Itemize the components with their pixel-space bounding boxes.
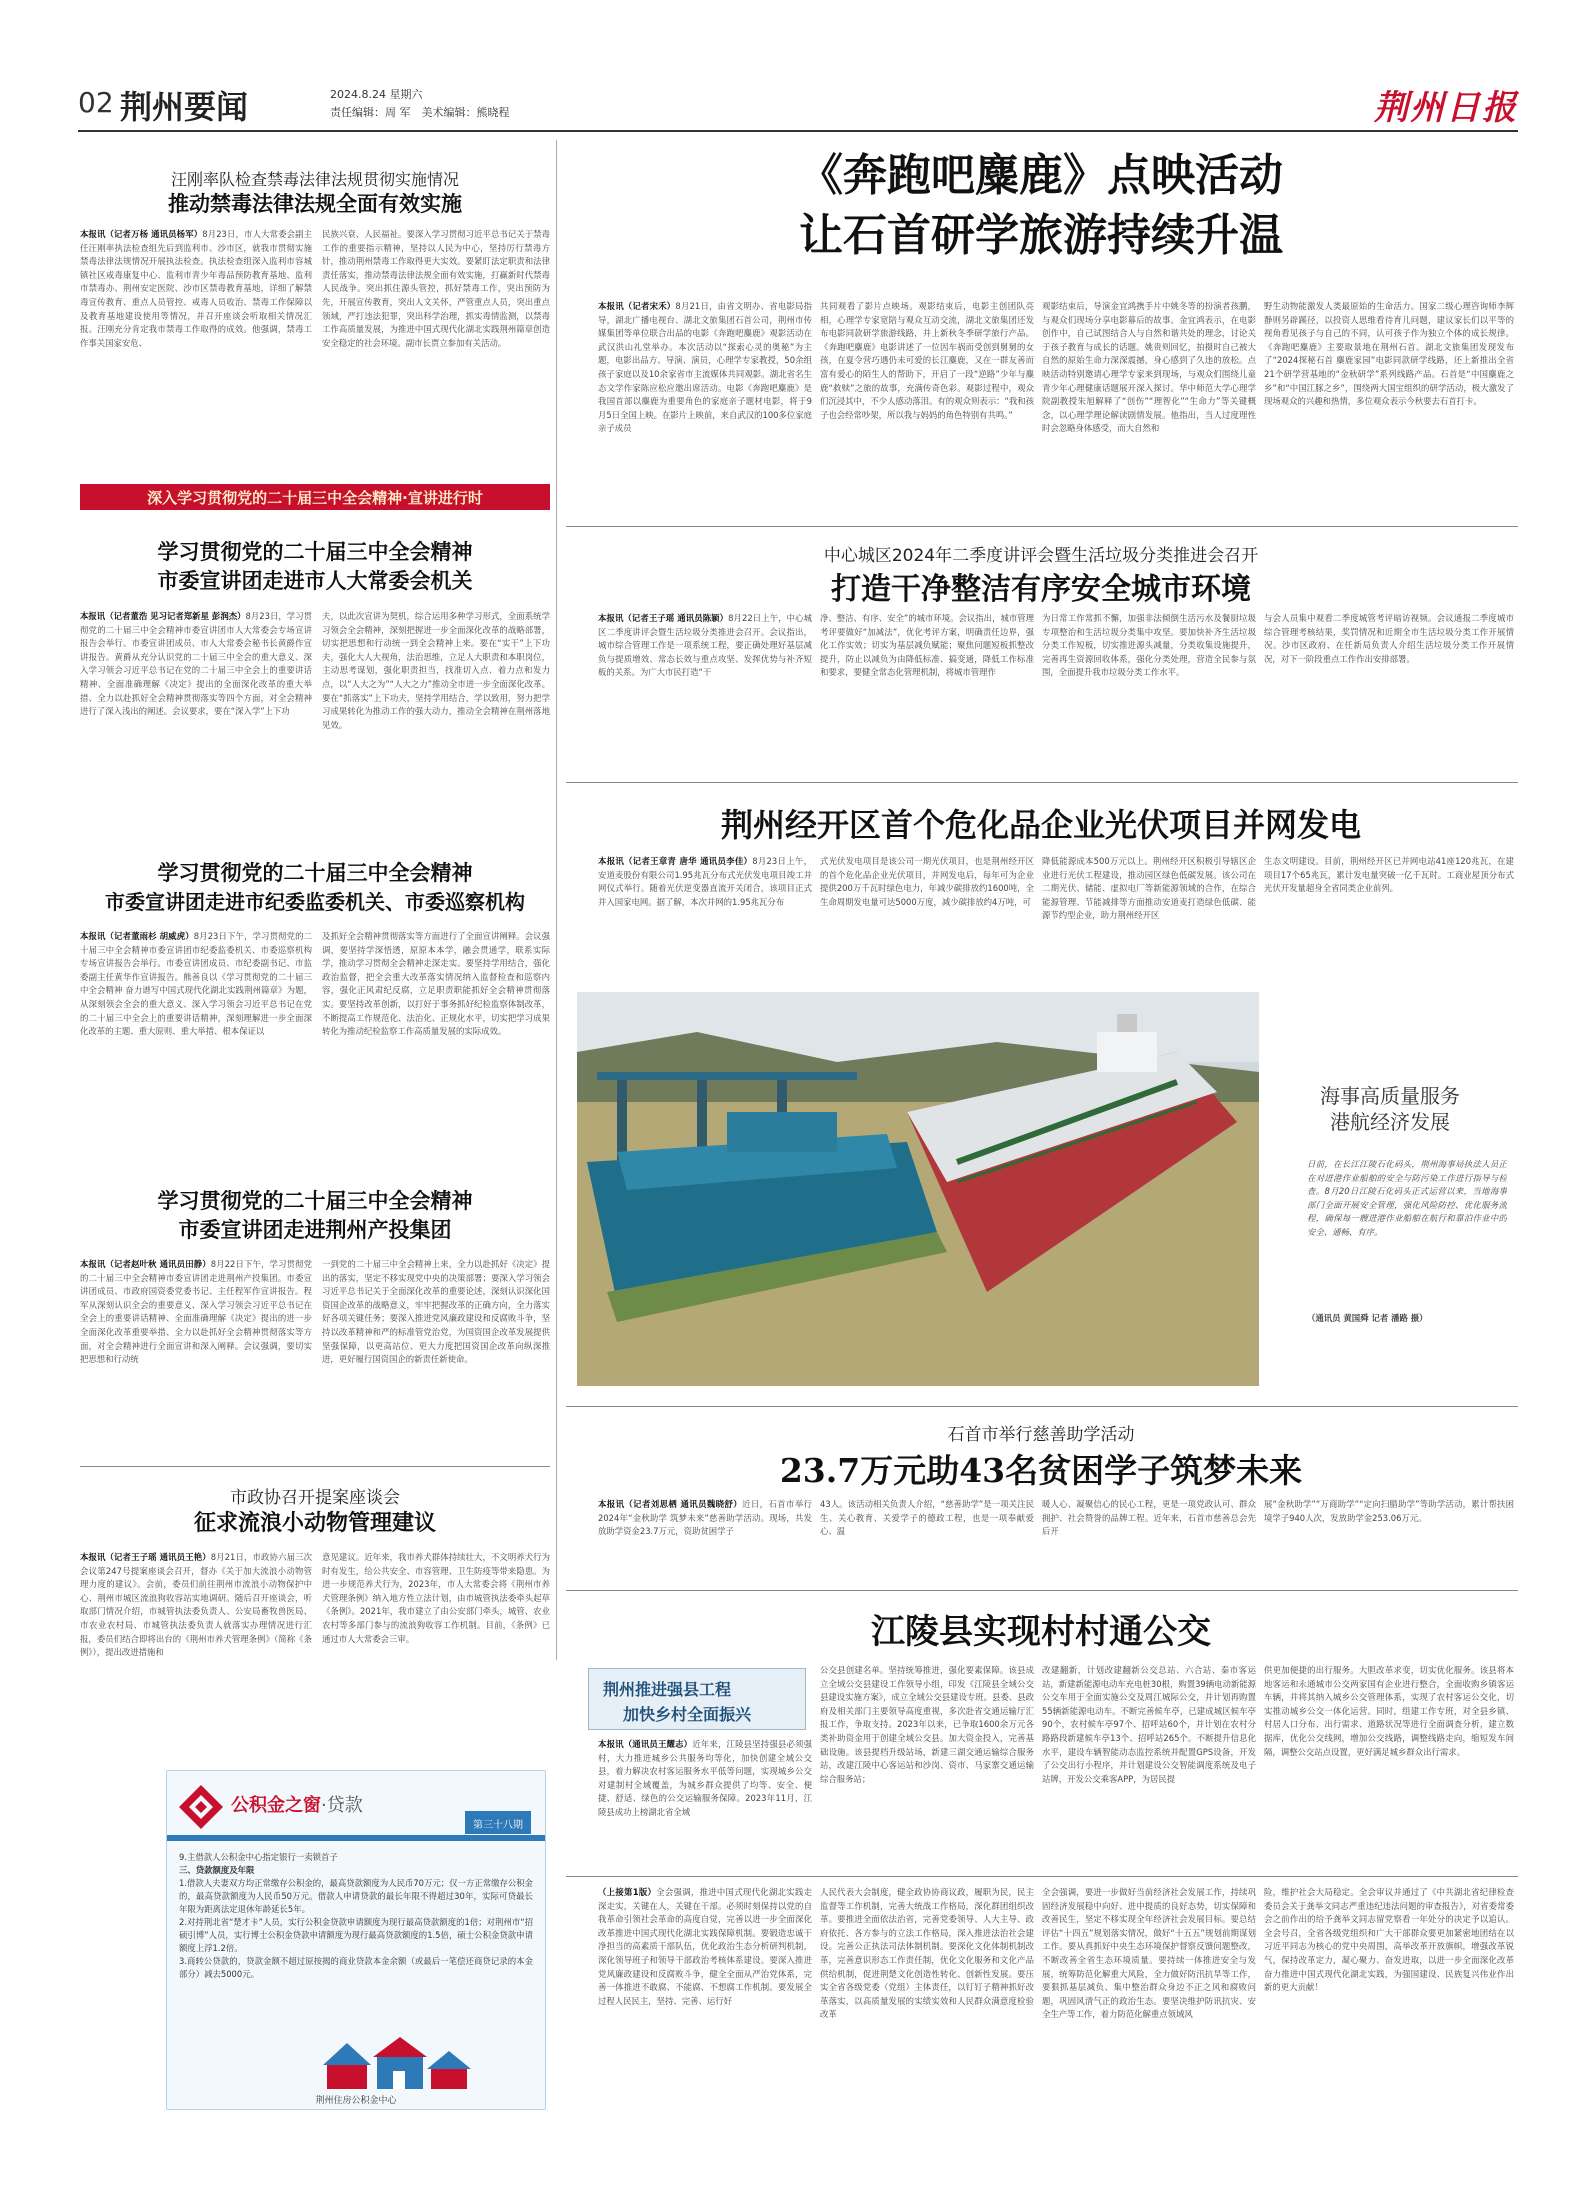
- gjj-title-text: 公积金之窗: [231, 1795, 321, 1816]
- b5-lead: 本报讯（通讯员王耀志）: [598, 1739, 693, 1749]
- caption-title-line2: 港航经济发展: [1330, 1110, 1450, 1134]
- b1-lead: 本报讯（记者宋禾）: [598, 301, 676, 311]
- a3-title-line1: 学习贯彻党的二十届三中全会精神: [157, 860, 473, 885]
- b5-box-line1: 荆州推进强县工程: [603, 1680, 732, 1699]
- a1-title: 推动禁毒法律法规全面有效实施: [168, 191, 462, 216]
- a2-lead: 本报讯（记者董浩 见习记者郑新星 彭润杰）: [80, 611, 246, 621]
- a4-col2: 一到党的二十届三中全会精神上来，全力以赴抓好《决定》提出的落实，坚定不移实现党中央的决策部署；要深入学习领会习近平总书记关于全面深化改革的重要论述，深刻认识深化国资国企改革的战略意义，牢牢把握改革的正确方向，全力落实好各项关键任务；要深入推进党风廉政建设和反腐败斗争，坚持以改革精神和严的标准管党治党，为国资国企改革发展提供坚强保障，以更高站位、更大力度把国资国企改革向纵深推进，更好履行国资国企的新责任新使命。: [322, 1259, 550, 1365]
- masthead: [78, 80, 1518, 134]
- a5-col2: 意见建议。近年来，我市养犬群体持续壮大，不文明养犬行为时有发生，给公共安全、市容管理、卫生防疫等带来隐患。为进一步规范养犬行为，2023年，市人大常委会将《荆州市养犬管理条例》纳入地方性立法计划，由市城管执法委牵头起草《条例》。2021年，我市建立了由公安部门牵头，城管、农业农村等多部门参与的流浪狗收容工作机制。目前，《条例》已通过市人大常委会三审。: [322, 1552, 550, 1644]
- section-title: 荆州要闻: [120, 88, 249, 126]
- b1-text-1: 8月21日，由省文明办、省电影局指导，湖北广播电视台、湖北文旅集团石首公司，荆州市传媒集团等单位联合出品的电影《奔跑吧麋鹿》观影活动在武汉洪山礼堂举办。本次活动以“探索心灵的奥秘”为主题，电影出品方、导演、演员，心理学专家教授，50余组孩子家庭以及10余家省市主流媒体共同观影。湖北省名生态文学作家陈应松应邀出席活动。电影《奔跑吧麋鹿》是我国首部以麋鹿为重要角色的家庭亲子题材电影，将于9月5日全国上映。在影片上映前，来自武汉的100多位家庭亲子成员: [598, 301, 812, 434]
- b3-col1: [598, 855, 812, 947]
- section-banner: [80, 484, 550, 510]
- editors: 责任编辑：周 军 美术编辑：熊晓程: [330, 106, 510, 119]
- ship-scene: [577, 992, 1259, 1386]
- b6-lead: （上接第1版）: [598, 1887, 657, 1897]
- a3-col1: [80, 930, 312, 1158]
- b6-text-1: 全会强调，推进中国式现代化湖北实践走深走实，关键在人，关键在干部。必须时刻保持以党的自我革命引领社会革命的高度自觉，完善以进一步全面深化改革推进中国式现代化湖北实践保障机制。要锻造忠诚干净担当的高素质干部队伍，优化政治生态分析研判机制，深化领导班子和领导干部政治考核体系建设。要深入推进党风廉政建设和反腐败斗争，健全全面从严治党体系，完善一体推进不敢腐、不能腐、不想腐工作机制。要发展全过程人民民主，坚持、完善、运行好: [598, 1887, 812, 2006]
- a5-title: 征求流浪小动物管理建议: [193, 1510, 436, 1536]
- b1-bottom-rule: [566, 526, 1518, 527]
- a5-col1: [80, 1551, 312, 1751]
- a2-text-1: 8月23日，学习贯彻党的二十届三中全会精神市委宣讲团市人大常委会专场宣讲报告会举行。市委宣讲团成员、市人大常委会秘书长黄爵作宣讲报告。黄爵从充分认识党的二十届三中全会的重大意义、深入学习领会习近平总书记在党的二十届三中全会上的重要讲话精神、全面准确理解《决定》提出的全面深化改革的重大举措、全力以赴抓好全会精神贯彻落实等四个方面，对全会精神进行了深入浅出的阐述。会议要求，要在“深入学”上下功: [80, 611, 312, 717]
- b5-text-1: 近年来，江陵县坚持强县必须强村，大力推进城乡公共服务均等化，加快创建全域公交县，着力解决农村客运服务水平低等问题，实现城乡公交对建制村全域覆盖，为城乡群众提供了均等、安全、便捷、舒适、绿色的公交运输服务保障。2023年11月，江陵县成功上榜湖北省全域: [598, 1739, 812, 1817]
- photo-caption-box: [1263, 1040, 1517, 1360]
- b4-bottom-rule: [566, 1590, 1518, 1591]
- b5-col2: 公交县创建名单。坚持统筹推进，强化要素保障。该县成立全域公交县建设工作领导小组，印发《江陵县全域公交县建设实施方案》，成立全域公交县建设专班。县委、县政府及相关部门主要领导高度重视，多次赴省交通运输厅汇报工作，争取支持。2023年以来，已争取1600余万元各类补助资金用于创建全域公交县。加大资金投入，完善基础设施。该县提档升级站场，新建三湖交通运输综合服务站，改建江陵中心客运站和沙岗、资市、马家寨交通运输综合服务站；: [820, 1665, 1034, 1784]
- houses-illustration: [317, 2033, 477, 2093]
- a4-title-line1: 学习贯彻党的二十届三中全会精神: [157, 1188, 473, 1213]
- b4-col4: 展“金秋助学”“万商助学”“定向扫腊助学”等助学活动，累计帮扶困境学子940人次，发放助学金253.06万元。: [1264, 1499, 1514, 1523]
- caption-title-line1: 海事高质量服务: [1320, 1084, 1460, 1108]
- gjj-issue-text: 第三十八期: [473, 1820, 523, 1831]
- column-divider: [556, 140, 557, 1660]
- a4-col1: [80, 1258, 312, 1446]
- b4-col2: 43人。该活动相关负责人介绍，“慈善助学”是一项关注民生、关心教育、关爱学子的德政工程，也是一项奉献爱心、温: [820, 1499, 1034, 1537]
- photo-bottom-rule: [566, 1406, 1518, 1407]
- b5-title: 江陵县实现村村通公交: [871, 1612, 1211, 1652]
- a4-bottom-rule: [80, 1466, 550, 1467]
- b1-col4: 野生动物能激发人类最原始的生命活力。国家二级心理咨询师李辉静则另辟蹊径，以投资人思维看待育儿问题，建议家长们以平等的视角看见孩子与自己的不同，认可孩子作为独立个体的成长规律。《奔跑吧麋鹿》主要取景地在荆州石首。湖北文旅集团发现发布了“2024探秘石首 麋鹿家园”电影同款研学线路，还上新推出全省21个研学营基地的“金秋研学”系列线路产品。石首是“中国麋鹿之乡”和“中国江豚之乡”，围绕两大国宝组织的研学活动，极大激发了现场观众的兴趣和热情，多位观众表示今秋要去石首打卡。: [1264, 301, 1514, 407]
- b4-kicker: 石首市举行慈善助学活动: [947, 1425, 1135, 1445]
- page-number: 02: [78, 86, 114, 119]
- gjj-footer: 荆州住房公积金中心: [315, 2096, 397, 2106]
- a3-title-line2: 市委宣讲团走进市纪委监委机关、市委巡察机构: [105, 890, 525, 914]
- b2-col2: 净、整洁、有序、安全”的城市环境。会议指出，城市管理考评要做好“加减法”，优化考评方案，明确责任边界，强化工作实效；切实为基层减负赋能；聚焦问题短板抓整改提升，防止以减负为由降低标准、搞变通，降低工作标准和要求，要健全常态化管理机制，将城市管理作: [820, 613, 1034, 678]
- b3-lead: 本报讯（记者王章青 唐华 通讯员李佳）: [598, 856, 753, 866]
- b6-col3: 全会强调，要进一步做好当前经济社会发展工作，持续巩固经济发展稳中向好、进中提质的良好态势，切实保障和改善民生，坚定不移实现全年经济社会发展目标。要总结评估“十四五”规划落实情况，做好“十五五”规划前期谋划工作。要从真抓好中央生态环境保护督察反馈问题整改，不断改善全省生态环境质量。要持续一体推进安全与发展，统筹防范化解重大风险，全力做好防汛抗旱等工作，要狠抓基层减负、集中整治群众身边不正之风和腐败问题，巩固风清气正的政治生态。要坚决维护防讯抗灾、安全生产等工作，着力防范化解重点领域风: [1042, 1887, 1256, 2020]
- news-photo: [577, 992, 1259, 1386]
- b6-col4: 险，维护社会大局稳定。全会审议并通过了《中共湖北省纪律检查委员会关于龚举文同志严重违纪违法问题的审查报告》，对省委常委会之前作出的给予龚举文同志留党察看一年处分的决定予以追认。全会号召，全省各级党组织和广大干部群众要更加紧密地团结在以习近平同志为核心的党中央周围，高举改革开放旗帜，增强改革锐气，保持改革定力，凝心聚力、奋发进取，以进一步全面深化改革奋力推进中国式现代化湖北实践，为强国建设、民族复兴伟业作出新的更大贡献！: [1264, 1887, 1514, 1993]
- a4-lead: 本报讯（记者赵叶秋 通讯员田静）: [80, 1259, 211, 1269]
- a2-title-line1: 学习贯彻党的二十届三中全会精神: [157, 539, 473, 564]
- gjj-item-4: 2.对持荆北省“楚才卡”人员，实行公积金贷款申请额度为现行最高贷款额度的1倍；对荆州市“招硕引博”人员，实行博士公积金贷款申请额度为现行最高贷款额度的1.5倍，硕士公积金贷款申请额度上浮1.2倍。: [179, 1917, 533, 1953]
- b1-col2: 共同观看了影片点映场。观影结束后，电影主创团队亮相，心理学专家宽陪与观众互动交流，湖北文旅集团还发布电影同款研学旅游线路，并上新秋冬季研学旅行产品。《奔跑吧麋鹿》电影讲述了一位因车祸而受创到舅舅的女孩，在夏令营巧遇仍未可爱的长江麋鹿，又在一群友善而富有爱心的陌生人的帮助下，开启了一段“逆路”少年与麋鹿“救赎”之旅的故事，充满传奇色彩。观影过程中，观众们沉浸其中，不少人感动落泪。有的观众则表示：“我和孩子也会经常吵架，所以我与妈妈的角色特别有共鸣。”: [820, 301, 1034, 420]
- a5-kicker: 市政协召开提案座谈会: [230, 1488, 400, 1508]
- b1-title-line2: 让石首研学旅游持续升温: [799, 210, 1283, 261]
- a5-text-1: 8月21日，市政协六届三次会议第247号提案座谈会召开，督办《关于加大流浪小动物管理力度的建议》。会前，委员们前往荆州市流浪小动物保护中心、荆州市城区流浪狗收容站实地调研。随后召开座谈会，听取部门情况介绍，市城管执法委负责人、公安局畜牧兽医局、市农业农村局、市城管执法委负责人就落实办理情况进行汇报，委员们结合即将出台的《荆州市养犬管理条例》（简称《条例》），提出改进措施和: [80, 1552, 312, 1658]
- masthead-rule: [78, 130, 1518, 132]
- b3-col2: 式光伏发电项目是该公司一期光伏项目，也是荆州经开区的首个危化品企业光伏项目，并网发电后，每年可为企业提供200万千瓦时绿色电力，年减少碳排放约1600吨，全生命周期发电量可达5000万度，减少碳排放约4万吨，可: [820, 856, 1034, 907]
- gjj-item-5: 3.商转公贷款的，贷款金额不超过原按揭的商业贷款本金余额（或最后一笔偿还商贷记录的本金部分）减去5000元。: [179, 1956, 533, 1979]
- b2-col1: [598, 612, 812, 716]
- b5-feature-box: [588, 1668, 806, 1730]
- a4-text-1: 8月22日下午，学习贯彻党的二十届三中全会精神市委宣讲团走进荆州产投集团。市委宣讲团成员、市政府国资委党委书记、主任程军作宣讲报告。程军从深刻认识全会的重要意义、深入学习领会习近平总书记在全会上的重要讲话精神、全面准确理解《决定》提出的进一步全面深化改革重要举措、全力以赴抓好全会精神贯彻落实等方面，对全会精神进行全面宣讲和深入阐释。会议强调，要切实把思想和行动统: [80, 1259, 312, 1365]
- b5-box-line2: 加快乡村全面振兴: [623, 1705, 752, 1724]
- a1-lead: 本报讯（记者万杨 通讯员杨军）: [80, 229, 203, 239]
- b2-text-1: 8月22日上午，中心城区二季度讲评会暨生活垃圾分类推进会召开。会议指出，城市综合管理工作是一项系统工程，要正确处理好基层减负与提质增效、常态长效与重点攻坚、发挥优势与补齐短板的关系。为广大市民打造“干: [598, 613, 812, 678]
- b4-lead: 本报讯（记者刘思栖 通讯员魏晓舒）: [598, 1499, 743, 1509]
- b6-col1: [598, 1886, 812, 2136]
- b2-title: 打造干净整洁有序安全城市环境: [831, 572, 1251, 607]
- gjj-item-1: 9.主借款人公积金中心指定银行一卖锁首子: [179, 1852, 338, 1862]
- gjj-item-3: 1.借款人夫妻双方均正常缴存公积金的，最高贷款额度为人民币70万元；仅一方正常缴存公积金的，最高贷款额度为人民币50万元。借款人申请贷款的最长年限不得超过30年，实际可贷最长年限为距离法定退休年龄延长5年。: [179, 1878, 533, 1914]
- b2-kicker: 中心城区2024年二季度讲评会暨生活垃圾分类推进会召开: [823, 546, 1259, 566]
- banner-text: 深入学习贯彻党的二十届三中全会精神·宣讲进行时: [147, 488, 483, 507]
- gjj-items: [179, 1851, 533, 2027]
- b1-col3: 观影结束后，导演金宜鸿携手片中姚冬等的扮演者孩鹏，与观众们现场分享电影幕后的故事。金宜鸿表示，在电影创作中，自己试图结合人与自然和谐共处的理念，讨论关于孩子教育与成长的话题。姚贵则回忆，拍摄时自己被大自然的原始生命力深深震撼，身心感到了久违的放松。点映活动特别邀请心理学专家来到现场，与观众们围绕儿童青少年心理健康话题展开深入探讨。华中师范大学心理学院副教授朱旭解释了“创伤”“理智化”“生命力”等关键概念，以心理学理论解读剧情发展。他指出，当人过度理性时会忽略身体感受，而大自然和: [1042, 301, 1256, 434]
- gjj-sub-text: ·贷款: [321, 1795, 363, 1816]
- b2-col3: 为日常工作常抓不懈，加强非法倾倒生活污水及餐厨垃圾专项整治和生活垃圾分类集中攻坚。要加快补齐生活垃圾分类工作短板，切实推进源头减量，分类收集设施提升，完善再生资源回收体系，强化分类处理，营造全民参与氛围，全面提升我市垃圾分类工作水平。: [1042, 613, 1256, 678]
- b5-col4: 供更加便捷的出行服务。大胆改革求变，切实优化服务。该县将本地客运和永通城市公交两家国有企业进行整合，全面收购乡镇客运车辆，并将其纳入城乡公交管理体系，实现了农村客运公交化，切实推动城乡公交一体化运营。同时，组建工作专班，对全县乡镇、村居人口分布、出行需求、道路状况等进行全面调查分析，建立数据库，优化公交线网，增加公交线路，调整线路走向，缩短发车间隔，调整公交站点设置，更好满足城乡群众出行需求。: [1264, 1665, 1514, 1757]
- b2-lead: 本报讯（记者王子瑶 通讯员陈颖）: [598, 613, 729, 623]
- a4-title-line2: 市委宣讲团走进荆州产投集团: [178, 1217, 452, 1242]
- gjj-logo-icon: [177, 1783, 225, 1831]
- b3-title: 荆州经开区首个危化品企业光伏项目并网发电: [720, 806, 1361, 844]
- newspaper-logo: 荆州日报: [1374, 88, 1518, 128]
- b4-title: 23.7万元助43名贫困学子筑梦未来: [779, 1451, 1303, 1490]
- gjj-title: [231, 1791, 363, 1817]
- a3-lead: 本报讯（记者董雨杉 胡威虎）: [80, 931, 194, 941]
- b3-col3: 降低能源成本500万元以上。荆州经开区积极引导辖区企业进行光伏工程建设，推动园区绿色低碳发展。该公司在二期光伏、储能、虚拟电厂等新能源领域的合作，在综合能源管理、节能减排等方面推动安道麦打造绿色低碳、能源节约型企业，助力荆州经开区: [1042, 856, 1256, 921]
- b5-col3: 改建翻新，计划改建翻新公交总站、六合站、秦市客运站，新建新能源电动车充电桩30根，购置39辆电动新能源公交车用于全面实施公交及周江城际公交，并计划再购置55辆新能源电动车。不断完善候车亭，已建成城区候车亭90个，农村候车亭97个、招呼站60个，并计划在农村分路路段新建候车亭13个、招呼站265个。不断提升信息化水平，建设车辆智能动态监控系统并配置GPS设备，开发了公交出行小程序，并计划建设公交智能调度系统及电子站牌，开发公交乘客APP，为居民提: [1042, 1665, 1256, 1784]
- b5-bottom-rule: [566, 1876, 1518, 1877]
- b4-text-1: 近日，石首市举行2024年“金秋助学 筑梦未来”慈善助学活动。现场，共发放助学资金23.7万元，资助贫困学子: [598, 1499, 812, 1537]
- a2-col1: [80, 610, 312, 830]
- a3-col2: 及抓好全会精神贯彻落实等方面进行了全面宣讲阐释。会议强调，要坚持学深悟透，原原本本学，融会贯通学，联系实际学，推动学习贯彻全会精神走深走实。要坚持学用结合，强化政治监督，把全会重大改革落实情况纳入监督检查和巡察内容，强化正风肃纪反腐，立足职责职能抓好全会精神贯彻落实。要坚持改革创新，以打好于事务抓好纪检监察体制改革，不断提高工作规范化、法治化、正规化水平，切实把学习成果转化为推动纪检监察工作高质量发展的实际成效。: [322, 931, 550, 1037]
- caption-text: 日前，在长江江陵石化码头，荆州海事局执法人员正在对进港作业船舶的安全与防污染工作进行指导与检查。8月20日江陵石化码头正式运营以来，当地海事部门全面开展安全管理，强化风险防控、优化服务流程，确保每一艘进港作业船舶在航行和靠泊作业中的安全、通畅、有序。: [1307, 1159, 1507, 1237]
- a1-col1: [80, 228, 312, 458]
- gjj-box: [166, 1770, 546, 2110]
- b6-col2: 人民代表大会制度，健全政协协商议政，履职为民，民主监督等工作机制，完善大统战工作格局，深化群团组织改革。要推进全面依法治省，完善党委领导、人大主导、政府依托、各方参与的立法工作格局，深入推进法治社会建设。完善公正执法司法体制机制。要深化文化体制机制改革，完善意识形态工作责任制，优化文化服务和文化产品供给机制，促进荆楚文化创造性转化、创新性发展。要压实全省各级党委（党组）主体责任，以钉钉子精神抓好改革落实，以高质量发展的实绩实效和人民群众满意度检验改革: [820, 1887, 1034, 2020]
- b3-col4: 生态文明建设。目前，荆州经开区已并网电站41座120兆瓦，在建项目17个65兆瓦，累计发电量突破一亿千瓦时。工商业屋顶分布式光伏开发量超身全省同类企业前列。: [1264, 856, 1514, 894]
- a2-col2: 夫，以此次宣讲为契机，综合运用多种学习形式，全面系统学习领会全会精神，深刻把握进一步全面深化改革的战略部署，切实把思想和行动统一到全会精神上来。要在“实干”上下功夫，强化大人大视角，法治思维，立足人大职责和本职岗位，主动思考谋划，强化职责担当，找准切入点、着力点和发力点，以“人大之为”“人大之力”推动全市进一步全面深化改革。要在“抓落实”上下功夫，坚持学用结合，学以致用，努力把学习成果转化为推动工作的强大动力，推动全会精神在荆州落地见效。: [322, 611, 550, 730]
- b4-col1: [598, 1498, 812, 1578]
- gjj-issue-badge: [465, 1811, 531, 1834]
- gjj-blue-stripe: [167, 1835, 545, 1841]
- b2-bottom-rule: [566, 782, 1518, 783]
- a1-kicker: 汪刚率队检查禁毒法律法规贯彻实施情况: [170, 170, 459, 189]
- b1-title-line1: 《奔跑吧麋鹿》点映活动: [799, 150, 1283, 201]
- a5-lead: 本报讯（记者王子瑶 通讯员王艳）: [80, 1552, 211, 1562]
- a1-col2: 民族兴衰、人民福祉。要深入学习贯彻习近平总书记关于禁毒工作的重要指示精神，坚持以人民为中心，坚持厉行禁毒方针，推动荆州禁毒工作取得更大实效。要紧盯法定职责和法律责任落实，推动禁毒法律法规全面有效实施，打赢新时代禁毒人民战争。突出抓住源头管控，抓好禁毒工作，突出预防为先，开展宣传教育，突出人文关怀，严管重点人员，突出重点领域，严打违法犯罪，突出科学治理，抓实毒情监测，以禁毒工作高质量发展，为推进中国式现代化湖北实践荆州篇章创造安全稳定的社会环境。副市长贾立参加有关活动。: [322, 229, 550, 348]
- gjj-item-2: 三、贷款额度及年限: [179, 1865, 255, 1875]
- b4-col3: 暖人心、凝聚信心的民心工程，更是一项党政认可、群众拥护、社会赞誉的品牌工程。近年来，石首市慈善总会先后开: [1042, 1499, 1256, 1537]
- a2-title-line2: 市委宣讲团走进市人大常委会机关: [157, 568, 473, 593]
- b3-text-1: 8月23日上午，安道麦股份有限公司1.95兆瓦分布式光伏发电项目竣工并网仪式举行。随着光伏逆变器直流开关闭合，该项目正式并入国家电网。据了解，本次并网的1.95兆瓦分布: [598, 856, 812, 907]
- caption-credit: （通讯员 黄国舜 记者 潘路 摄）: [1307, 1313, 1428, 1323]
- issue-date: 2024.8.24 星期六: [330, 88, 423, 101]
- b1-col1: [598, 300, 812, 514]
- b2-col4: 与会人员集中观看二季度城管考评暗访视频。会议通报二季度城市综合管理考核结果，奖罚情况和近期全市生活垃圾分类工作开展情况。沙市区政府、在任新局负责人介绍生活垃圾分类工作开展情况，对下一阶段重点工作作出安排部署。: [1264, 613, 1514, 664]
- a1-text-1: 8月23日，市人大常委会副主任汪刚率执法检查组先后到监利市、沙市区，就我市贯彻实施禁毒法律法规情况开展执法检查。执法检查组深入监利市容城镇社区戒毒康复中心、监利市青少年毒品预防教育基地、监利市禁毒办、荆州安定医院、沙市区禁毒教育基地，详细了解禁毒宣传教育、重点人员管控、戒毒人员收治、禁毒工作保障以及教育基地建设使用等情况，并召开座谈会听取相关情况汇报。汪刚充分肯定我市禁毒工作取得的成效。他强调，禁毒工作事关国家安危、: [80, 229, 312, 348]
- b5-col1: [598, 1738, 812, 1856]
- a3-text-1: 8月23日下午，学习贯彻党的二十届三中全会精神市委宣讲团市纪委监委机关、市委巡察机构专场宣讲报告会举行。市委宣讲团成员、市纪委副书记、市监委副主任黄华作宣讲报告。熊善良以《学习贯彻党的二十届三中全会精神 奋力谱写中国式现代化湖北实践荆州篇章》为题，从深刻领会全会的重大意义、深入学习领会习近平总书记在党的二十届三中全会上的重要讲话精神，深刻理解进一步全面深化改革的主题、重大原则、重大举措、根本保证以: [80, 931, 312, 1037]
